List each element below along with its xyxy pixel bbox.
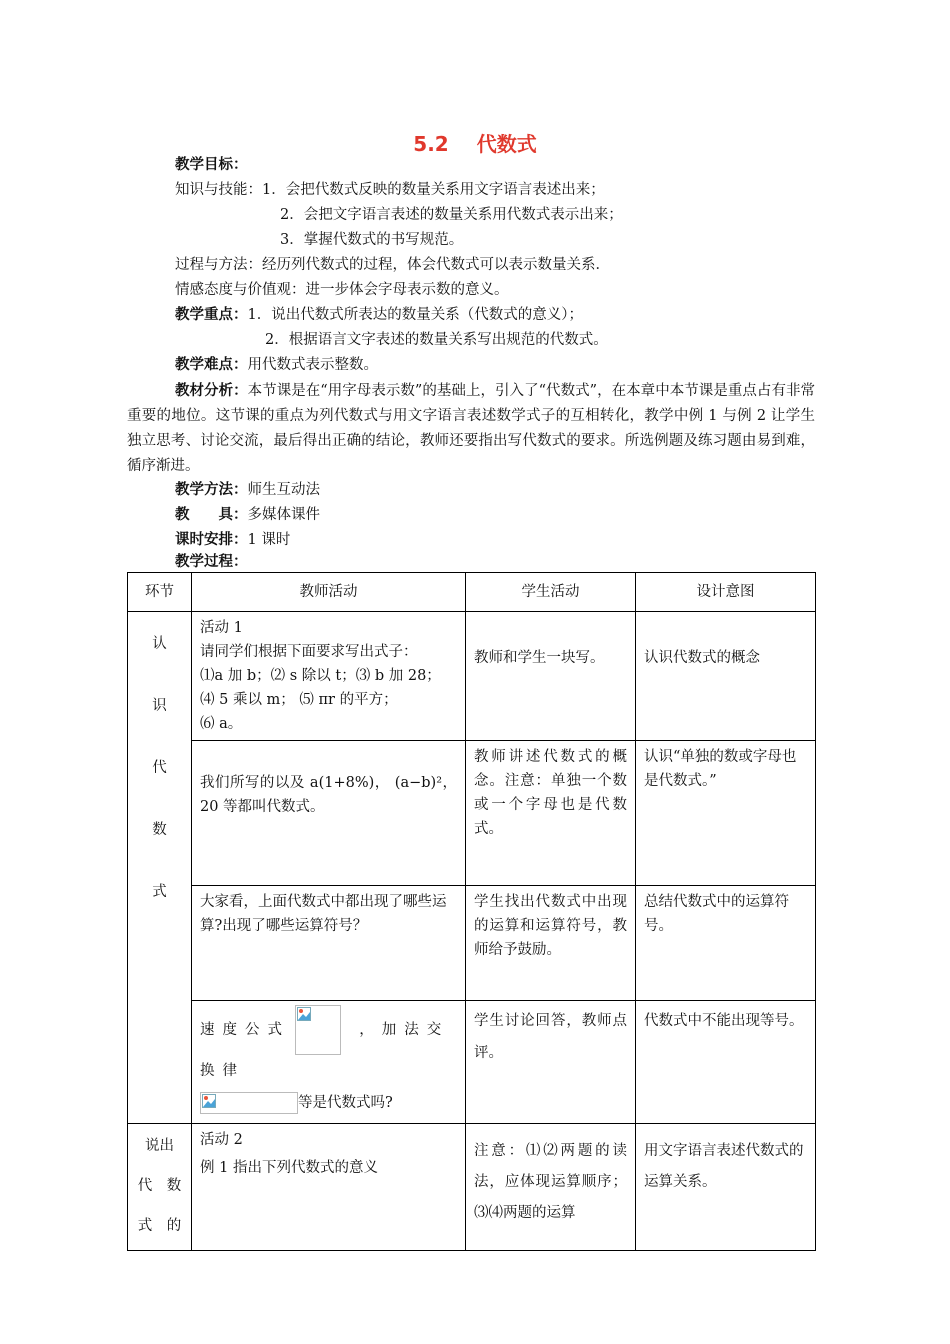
- title-text: 代数式: [476, 132, 537, 156]
- time-line: [175, 528, 290, 549]
- table-row: [128, 1001, 816, 1124]
- key-point-1: 1．说出代数式所表达的数量关系（代数式的意义）；: [247, 307, 583, 323]
- goal-knowledge-3: 3．掌握代数式的书写规范。: [280, 232, 464, 248]
- key-points-1: [175, 303, 583, 324]
- student-activity-3: 学生找出代数式中出现的运算和运算符号，教师给予鼓励。: [466, 886, 636, 1001]
- activity-instruction: 请同学们根据下面要求写出式子：: [200, 644, 418, 660]
- analysis-text: 本节课是在“用字母表示数”的基础上，引入了“代数式”，在本章中本节课是重点占有非常重要的地位。这节课的重点为列代数式与用文字语言表述数学式子的互相转化，教学中例 1 与例 2 让学生独立思考、讨论交流，最后得出正确的结论，教师还要指出写代数式的要求。所选例题及练习题由易到难，循序渐进。: [127, 383, 815, 474]
- goal-emotion: 情感态度与价值观：进一步体会字母表示数的意义。: [175, 282, 509, 298]
- image-icon: [202, 1094, 216, 1108]
- stage-char: 式 的: [137, 1218, 182, 1234]
- table-row: [128, 1124, 816, 1251]
- design-intent-3: 总结代数式中的运算符号。: [636, 886, 816, 1001]
- stage-char: 式: [152, 884, 167, 900]
- header-student: 学生活动: [466, 573, 636, 612]
- difficulty-line: [175, 353, 378, 374]
- page-title: [0, 128, 950, 157]
- student-activity-1: 教师和学生一块写。: [466, 612, 636, 741]
- stage-char: 代 数: [137, 1178, 182, 1194]
- lesson-table: [127, 572, 816, 1251]
- stage-char: 数: [152, 822, 167, 838]
- student-activity-4: 学生讨论回答，教师点评。: [466, 1001, 636, 1124]
- table-row: [128, 612, 816, 741]
- speed-formula-image: [295, 1005, 341, 1055]
- teacher-activity-4: [192, 1001, 466, 1124]
- image-icon: [297, 1007, 311, 1021]
- activity-title: 活动 1: [200, 620, 243, 636]
- analysis-paragraph: [127, 378, 815, 479]
- header-teacher: 教师活动: [192, 573, 466, 612]
- design-intent-2: 认识“单独的数或字母也是代数式。”: [636, 741, 816, 886]
- goal-knowledge-2: 2．会把文字语言表述的数量关系用代数式表示出来；: [280, 207, 623, 223]
- design-intent-5: 用文字语言表述代数式的运算关系。: [636, 1124, 816, 1251]
- key-point-2: 2．根据语言文字表述的数量关系写出规范的代数式。: [265, 332, 608, 348]
- speed-formula-label: 速度公式: [200, 1022, 290, 1038]
- teacher-activity-1: [192, 612, 466, 741]
- goal-process: 过程与方法：经历列代数式的过程，体会代数式可以表示数量关系．: [175, 257, 610, 273]
- table-row: [128, 741, 816, 886]
- activity-item: ⑷ 5 乘以 m； ⑸ πr 的平方；: [200, 692, 398, 708]
- analysis-label: 教材分析：: [175, 382, 248, 399]
- time-text: 1 课时: [247, 532, 291, 548]
- teacher-activity-2: 我们所写的以及 a(1+8%)， (a−b)²，20 等都叫代数式。: [192, 741, 466, 886]
- title-number: 5.2: [413, 132, 449, 156]
- stage-char: 认: [152, 636, 167, 652]
- table-row: [128, 886, 816, 1001]
- design-intent-4: 代数式中不能出现等号。: [636, 1001, 816, 1124]
- activity-item: ⑴a 加 b；⑵ s 除以 t；⑶ b 加 28；: [200, 668, 441, 684]
- example-title: 例 1 指出下列代数式的意义: [200, 1160, 378, 1176]
- stage-cell-1: [128, 612, 192, 1124]
- design-intent-1: 认识代数式的概念: [636, 612, 816, 741]
- stage-cell-2: [128, 1124, 192, 1251]
- difficulty-label: 教学难点：: [175, 356, 248, 373]
- question-text: 等是代数式吗?: [298, 1095, 393, 1111]
- student-activity-2: 教师讲述代数式的概念。注意：单独一个数或一个字母也是代数式。: [466, 741, 636, 886]
- difficulty-text: 用代数式表示整数。: [247, 357, 378, 373]
- goals-heading: 教学目标：: [175, 156, 248, 173]
- teacher-activity-5: [192, 1124, 466, 1251]
- header-stage: 环节: [128, 573, 192, 612]
- goal-knowledge-1: 知识与技能：1．会把代数式反映的数量关系用文字语言表述出来；: [175, 182, 605, 198]
- tools-line: [175, 503, 320, 524]
- commutative-law-image: [200, 1092, 298, 1114]
- key-label: 教学重点：: [175, 306, 248, 323]
- process-label: 教学过程：: [175, 553, 248, 570]
- commutative-law-label: ，加法交换律: [200, 1022, 450, 1079]
- stage-char: 代: [152, 760, 167, 776]
- tools-label: 教 具：: [175, 506, 248, 523]
- stage-char: 说出: [145, 1138, 174, 1154]
- method-label: 教学方法：: [175, 481, 248, 498]
- tools-text: 多媒体课件: [247, 507, 320, 523]
- stage-char: 识: [152, 698, 167, 714]
- activity-title: 活动 2: [200, 1132, 243, 1148]
- student-activity-5: 注意：⑴⑵两题的读法，应体现运算顺序；⑶⑷两题的运算: [466, 1124, 636, 1251]
- time-label: 课时安排：: [175, 531, 248, 548]
- table-header-row: [128, 573, 816, 612]
- teacher-activity-3: 大家看，上面代数式中都出现了哪些运算?出现了哪些运算符号？: [192, 886, 466, 1001]
- method-line: [175, 478, 320, 499]
- header-intent: 设计意图: [636, 573, 816, 612]
- method-text: 师生互动法: [247, 482, 320, 498]
- activity-item: ⑹ a。: [200, 716, 243, 732]
